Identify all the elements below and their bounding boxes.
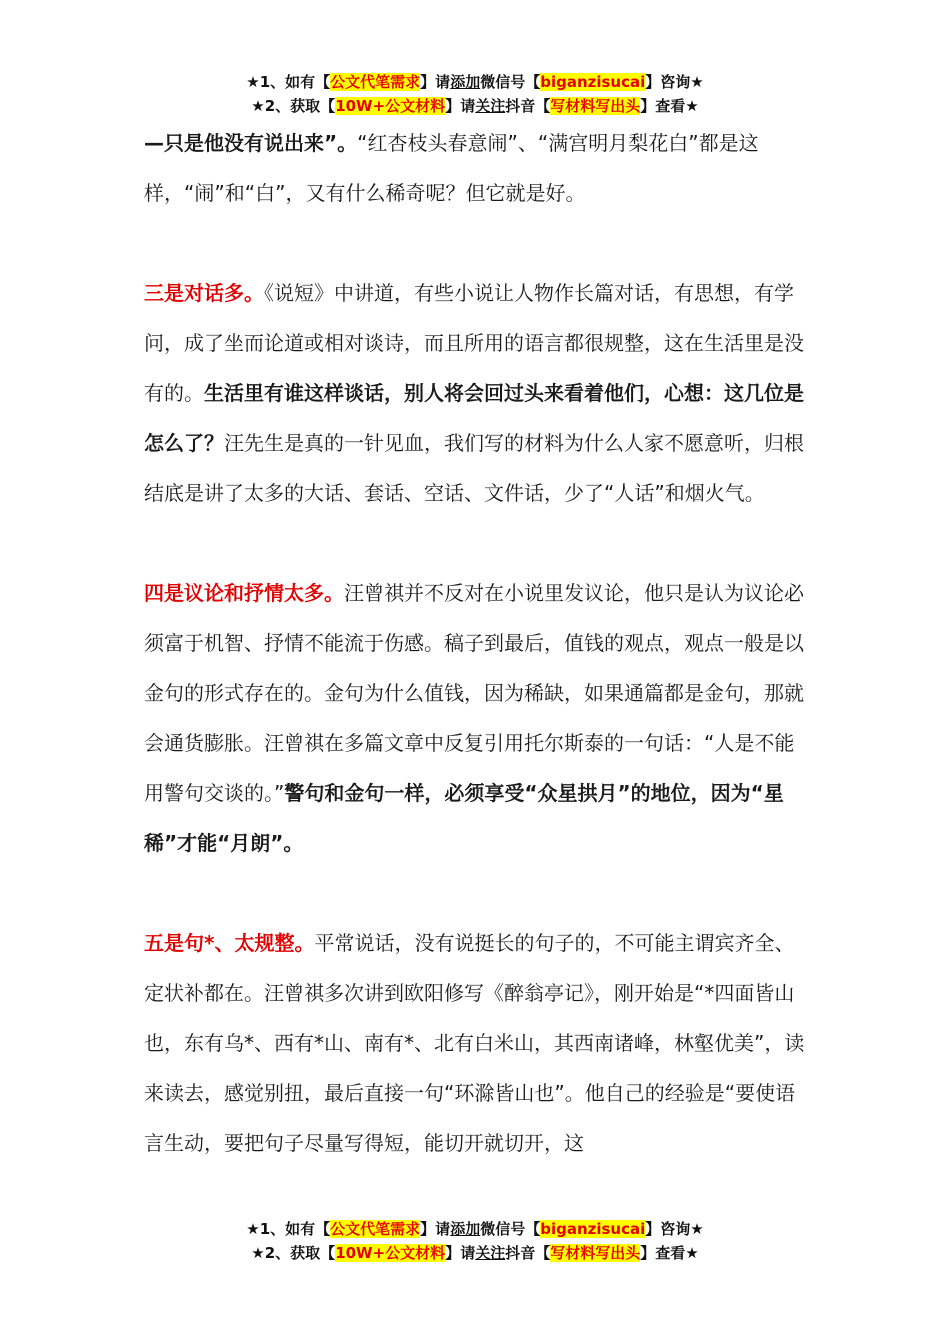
banner-text: ★1、如有【 — [246, 1220, 331, 1238]
banner-highlight: 公文代笔需求 — [330, 1220, 421, 1238]
banner-text: 】请 — [445, 1244, 476, 1262]
banner-text: 微信号【 — [480, 1220, 541, 1238]
banner-highlight-wechat: biganzisucai — [540, 1220, 646, 1238]
banner-text: ★2、获取【 — [251, 1244, 336, 1262]
paragraph-gap — [144, 218, 808, 268]
body-text: 汪先生是真的一针见血，我们写的材料为什么人家不愿意听，归根结底是讲了太多的大话、套话、空话、文件话，少了“人话”和烟火气。 — [144, 431, 804, 505]
top-banner — [0, 70, 950, 118]
document-body — [144, 118, 808, 1168]
bold-text: —只是他没有说出来”。 — [144, 131, 358, 155]
banner-highlight-douyin: 写材料写出头 — [550, 1244, 641, 1262]
banner-line-1 — [0, 1217, 950, 1241]
bold-text: 生活里有谁这样谈话，别人将会回过头来看着他们，心想：这几位是怎么了？ — [144, 381, 804, 455]
bottom-banner — [0, 1217, 950, 1265]
banner-line-2 — [0, 94, 950, 118]
body-text: 汪曾祺并不反对在小说里发议论，他只是认为议论必须富于机智、抒情不能流于伤感。稿子到最后，值钱的观点，观点一般是以金句的形式存在的。金句为什么值钱，因为稀缺，如果通篇都是金句，那就会通货膨胀。汪曾祺在多篇文章中反复引用托尔斯泰的一句话：“人是不能用警句交谈的。” — [144, 581, 804, 805]
banner-highlight-douyin: 写材料写出头 — [550, 97, 641, 115]
banner-text: 】咨询★ — [645, 1220, 704, 1238]
banner-underline: 关注 — [475, 1244, 506, 1262]
banner-text: 】请 — [445, 97, 476, 115]
banner-highlight: 10W+公文材料 — [335, 1244, 446, 1262]
banner-highlight: 10W+公文材料 — [335, 97, 446, 115]
body-text: 《说短》中讲道，有些小说让人物作长篇对话，有思想，有学问，成了坐而论道或相对谈诗，而且所用的语言都很规整，这在生活里是没有的。 — [144, 281, 804, 405]
banner-underline: 添加 — [450, 73, 481, 91]
banner-text: 】咨询★ — [645, 73, 704, 91]
section-heading: 四是议论和抒情太多。 — [144, 581, 344, 605]
banner-text: 微信号【 — [480, 73, 541, 91]
paragraph-gap — [144, 518, 808, 568]
banner-underline: 添加 — [450, 1220, 481, 1238]
bold-text: 警句和金句一样，必须享受“众星拱月”的地位，因为“星稀”才能“月朗”。 — [144, 781, 784, 855]
banner-text: ★2、获取【 — [251, 97, 336, 115]
banner-text: 抖音【 — [505, 97, 551, 115]
body-text: “红杏枝头春意闹”、“满宫明月梨花白”都是这样，“闹”和“白”，又有什么稀奇呢？但它就是好。 — [144, 131, 759, 205]
paragraph-3 — [144, 568, 808, 868]
banner-line-1 — [0, 70, 950, 94]
banner-underline: 关注 — [475, 97, 506, 115]
paragraph-4 — [144, 918, 808, 1168]
paragraph-2 — [144, 268, 808, 518]
body-text: 平常说话，没有说挺长的句子的，不可能主谓宾齐全、定状补都在。汪曾祺多次讲到欧阳修写《醉翁亭记》，刚开始是“*四面皆山也，东有乌*、西有*山、南有*、北有白米山，其西南诸峰，林壑优美”，读来读去，感觉别扭，最后直接一句“环滁皆山也”。他自己的经验是“要使语言生动，要把句子尽量写得短，能切开就切开，这 — [144, 931, 805, 1155]
banner-text: 】请 — [420, 73, 451, 91]
banner-text: 】请 — [420, 1220, 451, 1238]
banner-highlight: 公文代笔需求 — [330, 73, 421, 91]
banner-text: 】查看★ — [640, 1244, 699, 1262]
paragraph-1 — [144, 118, 808, 218]
banner-text: 抖音【 — [505, 1244, 551, 1262]
section-heading: 三是对话多。 — [144, 281, 264, 305]
banner-text: ★1、如有【 — [246, 73, 331, 91]
banner-text: 】查看★ — [640, 97, 699, 115]
banner-line-2 — [0, 1241, 950, 1265]
banner-highlight-wechat: biganzisucai — [540, 73, 646, 91]
section-heading: 五是句*、太规整。 — [144, 931, 315, 955]
paragraph-gap — [144, 868, 808, 918]
